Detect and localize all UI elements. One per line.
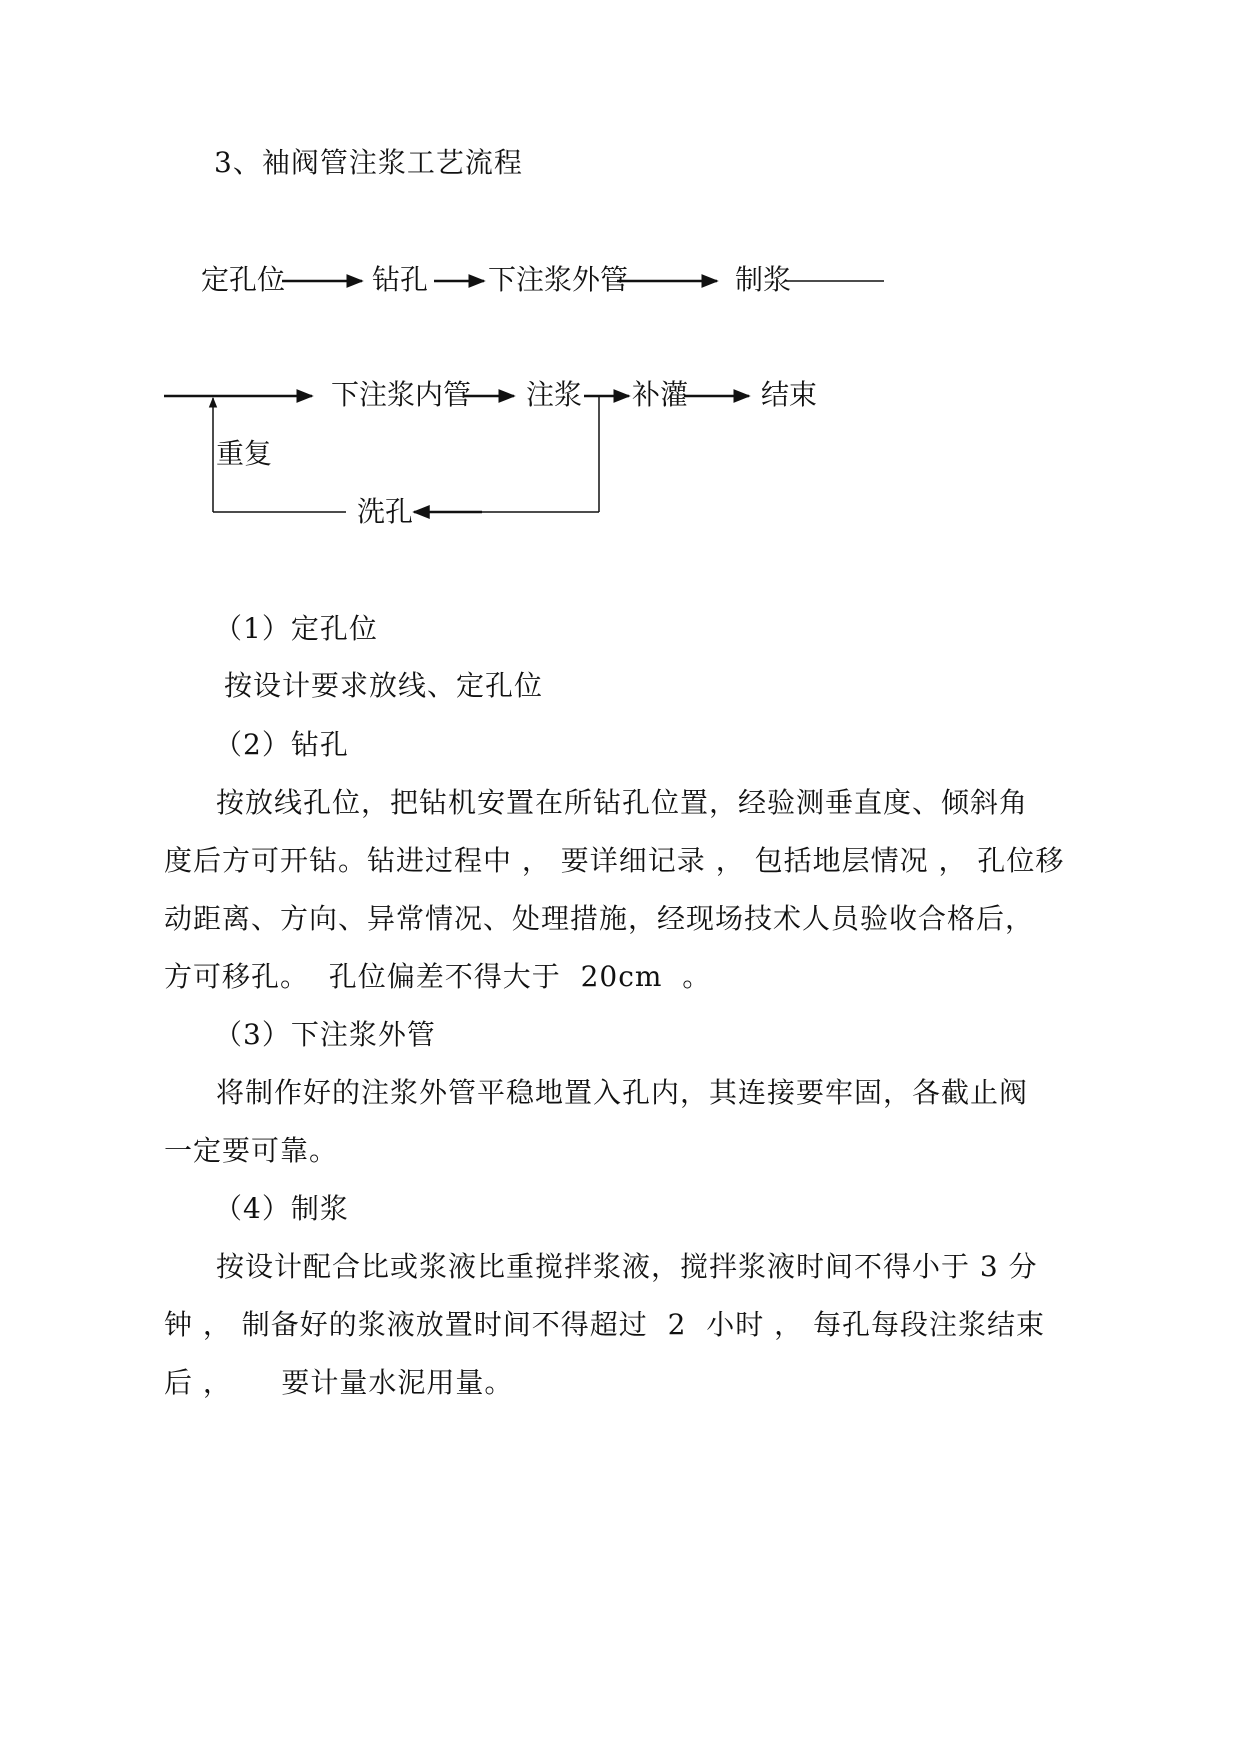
section-3-line-2: 一定要可靠。 [164,1134,339,1167]
section-3-line-1: 将制作好的注浆外管平稳地置入孔内，其连接要牢固，各截止阀 [216,1076,1029,1109]
flow-step-drill: 钻孔 [372,263,429,296]
flow-step-refill: 补灌 [632,378,689,411]
flow-step-mix: 制浆 [735,263,792,296]
flow-connectors [0,0,1241,600]
section-1-line-1: 按设计要求放线、定孔位 [224,669,544,702]
section-2-line-3: 动距离、方向、异常情况、处理措施，经现场技术人员验收合格后， [164,902,1035,935]
section-3-heading: （3）下注浆外管 [214,1018,436,1051]
flow-step-locate: 定孔位 [201,263,286,296]
flow-step-repeat: 重复 [216,437,273,470]
section-4-heading: （4）制浆 [214,1192,349,1225]
section-4-line-1: 按设计配合比或浆液比重搅拌浆液，搅拌浆液时间不得小于 3 分 [216,1250,1038,1283]
flow-step-wash: 洗孔 [357,495,414,528]
section-2-line-2: 度后方可开钻。钻进过程中 ， 要详细记录 ， 包括地层情况 ， 孔位移 [164,844,1065,877]
flow-step-grout: 注浆 [526,378,583,411]
section-2-line-4: 方可移孔。 孔位偏差不得大于 20cm 。 [164,960,712,993]
flow-step-end: 结束 [761,378,818,411]
section-4-line-3: 后 ， 要计量水泥用量。 [164,1366,514,1399]
section-2-line-1: 按放线孔位，把钻机安置在所钻孔位置，经验测垂直度、倾斜角 [216,786,1029,819]
flow-step-outer-pipe: 下注浆外管 [488,263,629,296]
flow-step-inner-pipe: 下注浆内管 [331,378,472,411]
section-1-heading: （1）定孔位 [214,612,378,645]
section-4-line-2: 钟 ， 制备好的浆液放置时间不得超过 2 小时 ， 每孔每段注浆结束 [164,1308,1046,1341]
section-title: 3、袖阀管注浆工艺流程 [214,146,523,179]
section-2-heading: （2）钻孔 [214,728,349,761]
